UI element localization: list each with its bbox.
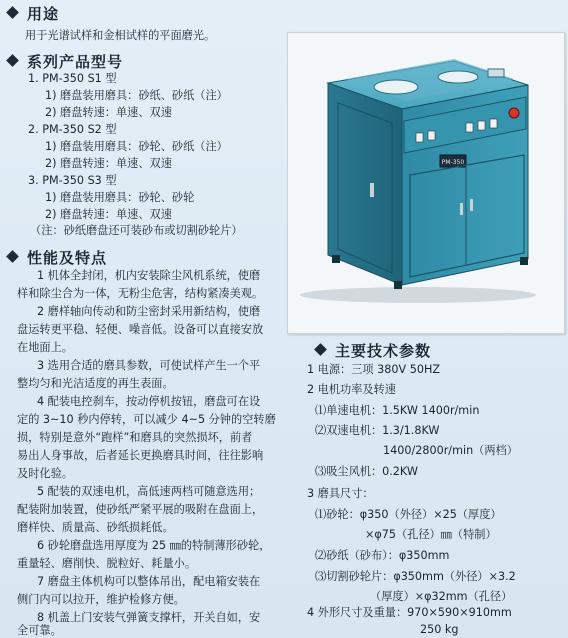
features-heading — [8, 247, 107, 268]
specs-heading — [316, 340, 431, 361]
feature-line: 磨样快、质量高、砂纸损耗低。 — [17, 521, 174, 534]
spec-line: ⑶吸尘风机：0.2KW — [315, 465, 418, 478]
diamond-bullet-icon — [314, 343, 327, 356]
feature-line: 4 配装电控刹车，按动停机按钮，磨盘可在设 — [37, 395, 261, 408]
feature-line: 5 配装的双速电机，高低速两档可随意选用； — [37, 485, 261, 498]
feature-line: 侧门内可以拉开，维护检修方便。 — [17, 593, 185, 606]
usage-title: 用途 — [27, 5, 60, 23]
diamond-bullet-icon — [6, 54, 19, 67]
feature-line: 3 选用合适的磨具参数，可使试样产生一个平 — [37, 359, 261, 372]
usage-heading — [8, 3, 59, 24]
feature-line: 盘运转更平稳、轻便、噪音低。设备可以直接安放 — [17, 323, 264, 336]
spec-line: 1 电源：三项 380V 50HZ — [307, 363, 441, 376]
spec-line: ⑶切割砂轮片：φ350mm（外径）×3.2 — [315, 570, 516, 583]
spec-line: 250 kg — [420, 623, 459, 636]
series-title: 系列产品型号 — [27, 53, 124, 71]
spec-line: （厚度）×φ32mm（孔径） — [370, 590, 513, 603]
feature-line: 损，特别是意外“跑样”和磨具的突然损坏，前者 — [17, 431, 253, 444]
feature-line: 定的 3~10 秒内停转，可以减少 4~5 分钟的空转磨 — [17, 413, 276, 426]
spec-line: ⑵双速电机：1.3/1.8KW — [315, 424, 440, 437]
grinder-machine-illustration — [288, 33, 564, 333]
usage-text: 用于光谱试样和金相试样的平面磨光。 — [25, 29, 216, 42]
feature-line: 样和除尘合为一体，无粉尘危害，结构紧凑美观。 — [17, 287, 264, 300]
spec-line: 3 磨具尺寸： — [307, 487, 374, 500]
features-title: 性能及特点 — [27, 249, 108, 267]
feature-line: 易出人身事故，后者延长更换磨具时间，往往影响 — [17, 449, 264, 462]
series-heading — [8, 51, 123, 72]
series-line: 1. PM-350 S1 型 — [28, 72, 117, 85]
specs-title: 主要技术参数 — [335, 342, 432, 360]
series-line: 2) 磨盘转速：单速、双速 — [45, 106, 172, 119]
feature-line: 8 机盖上门安装气弹簧支撑杆，开关自如，安 — [37, 611, 261, 624]
feature-line: 全可靠。 — [17, 624, 62, 637]
series-line: 3. PM-350 S3 型 — [28, 174, 117, 187]
feature-line: 7 磨盘主体机构可以整体吊出，配电箱安装在 — [37, 575, 261, 588]
machine-label: PM-350 — [441, 159, 465, 166]
series-line: 1) 磨盘装用磨具：砂纸、砂纸（注） — [45, 89, 228, 102]
feature-line: 6 砂轮磨盘选用厚度为 25 ㎜的特制薄形砂轮， — [37, 539, 271, 552]
spec-line: ⑴砂轮：φ350（外径）×25（厚度） — [315, 508, 502, 521]
feature-line: 配装附加装置，使砂纸严紧平展的吸附在盘面上， — [17, 503, 264, 516]
feature-line: 在地面上。 — [17, 341, 73, 354]
series-line: 1) 磨盘装用磨具：砂轮、砂纸（注） — [45, 140, 228, 153]
feature-line: 1 机体全封闭，机内安装除尘风机系统，使磨 — [37, 269, 261, 282]
spec-line: ⑴单速电机：1.5KW 1400r/min — [315, 404, 480, 417]
feature-line: 重量轻、磨削快、脱粒好、耗量小。 — [17, 557, 197, 570]
diamond-bullet-icon — [6, 250, 19, 263]
feature-line: 2 磨样轴向传动和防尘密封采用新结构，使磨 — [37, 305, 261, 318]
feature-line: 及时化验。 — [17, 467, 73, 480]
spec-line: 4 外形尺寸及重量：970×590×910mm — [307, 606, 512, 619]
spec-line: ×φ75（孔径）㎜（特制） — [365, 528, 497, 541]
machine-photo — [287, 32, 565, 334]
series-line: 2) 磨盘转速：单速、双速 — [45, 208, 172, 221]
diamond-bullet-icon — [6, 6, 19, 19]
feature-line: 整均匀和光洁适度的再生表面。 — [17, 377, 174, 390]
spec-line: ⑵砂纸（砂布）：φ350mm — [315, 549, 450, 562]
spec-line: 1400/2800r/min（两档） — [383, 444, 518, 457]
spec-line: 2 电机功率及转速 — [307, 383, 396, 396]
series-note: （注：砂纸磨盘还可装砂布或切割砂轮片） — [30, 224, 243, 237]
series-line: 1) 磨盘装用磨具：砂轮、砂轮 — [45, 191, 195, 204]
series-line: 2. PM-350 S2 型 — [28, 123, 117, 136]
series-line: 2) 磨盘转速：单速、双速 — [45, 157, 172, 170]
